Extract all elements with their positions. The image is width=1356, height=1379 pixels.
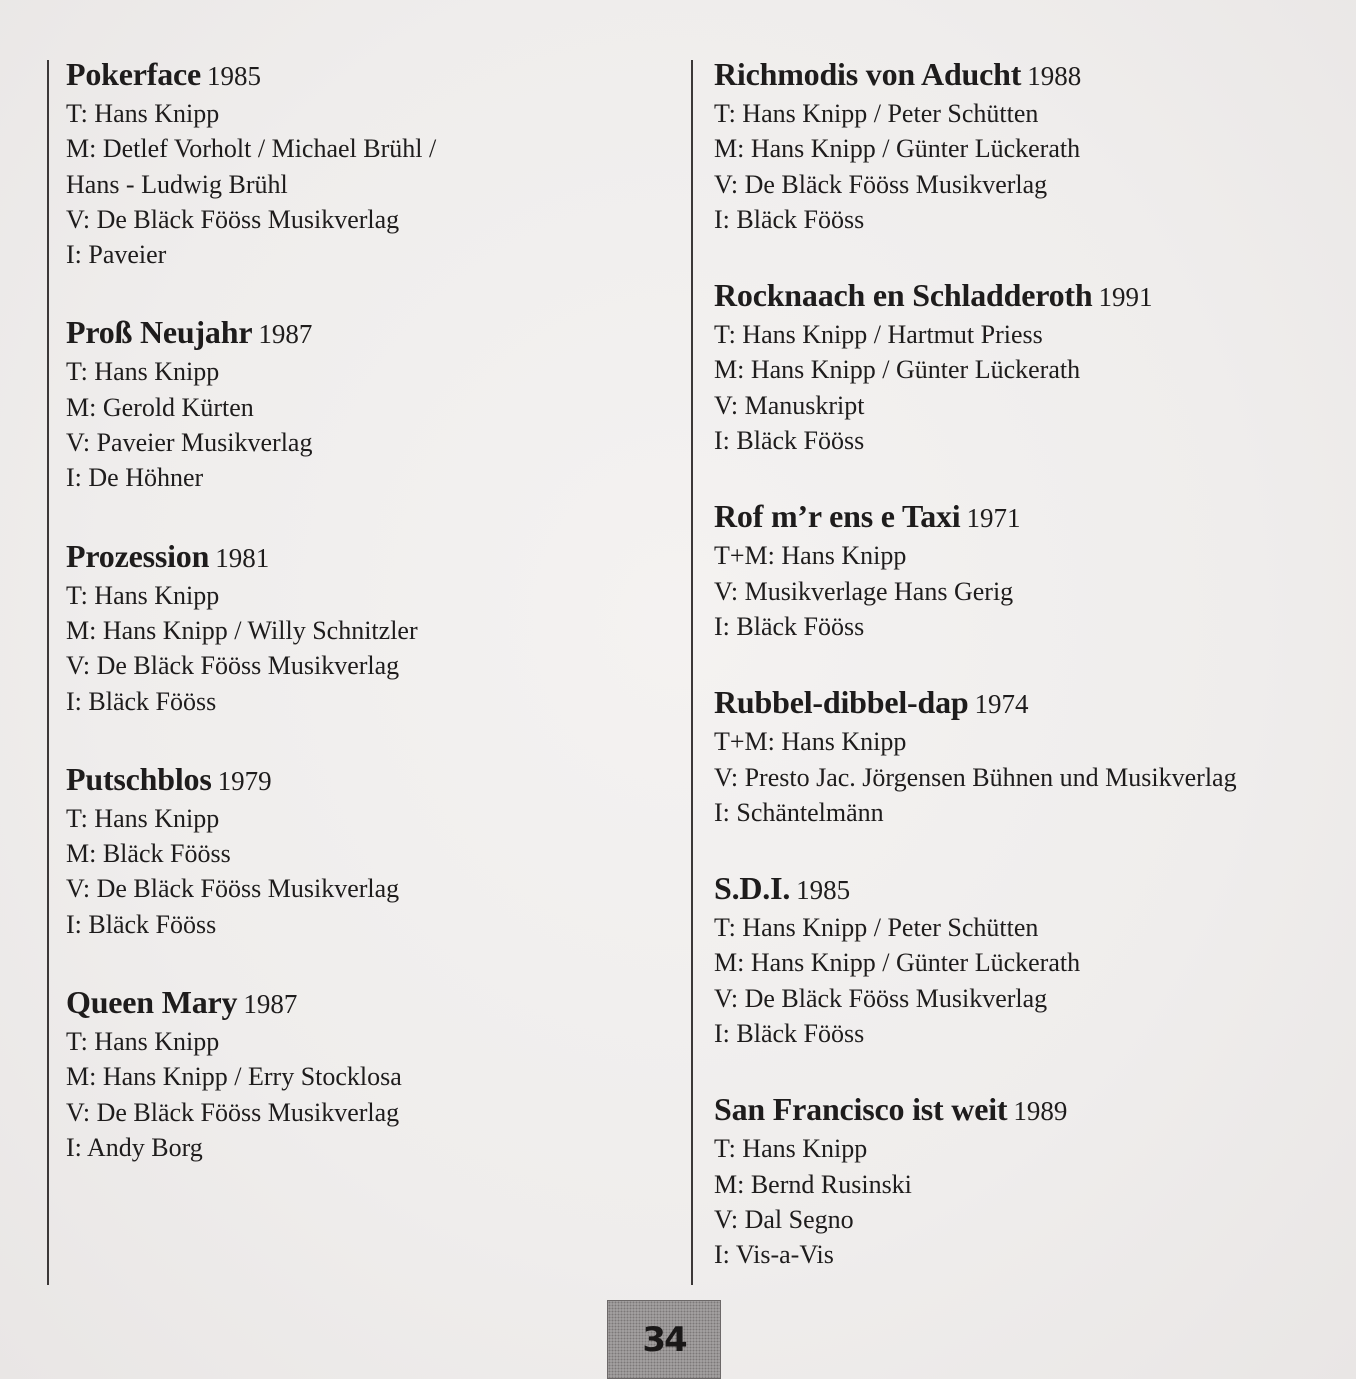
credit-line: T: Hans Knipp: [66, 357, 220, 387]
song-year: 1974: [974, 689, 1029, 720]
song-heading: [66, 310, 666, 354]
song-entry: [714, 680, 1334, 830]
left-column: [66, 52, 666, 1203]
song-heading: [714, 680, 1334, 724]
credit-line: I: Bläck Fööss: [714, 426, 865, 456]
right-column-rule: [691, 60, 693, 1285]
credit-line: T: Hans Knipp / Peter Schütten: [714, 913, 1039, 943]
page-number: 34: [642, 1319, 686, 1360]
song-entry: [66, 52, 666, 272]
song-title: S.D.I.: [714, 870, 791, 907]
credit-line: M: Detlef Vorholt / Michael Brühl /: [66, 134, 437, 164]
right-column: [714, 52, 1334, 1309]
song-heading: [714, 1087, 1334, 1131]
credit-line: V: De Bläck Fööss Musikverlag: [66, 204, 400, 234]
credit-line: M: Hans Knipp / Günter Lückerath: [714, 948, 1081, 978]
credit-line: V: De Bläck Fööss Musikverlag: [714, 169, 1048, 199]
credit-line: T: Hans Knipp / Peter Schütten: [714, 99, 1039, 128]
credit-line: M: Gerold Kürten: [66, 392, 254, 422]
credit-line: T: Hans Knipp: [66, 1027, 220, 1057]
song-heading: [714, 494, 1334, 538]
page-number-box: [607, 1300, 721, 1379]
credit-line: I: Vis-a-Vis: [714, 1240, 834, 1270]
credit-line: I: Bläck Fööss: [714, 204, 865, 234]
song-title: Pokerface: [66, 56, 202, 92]
credit-line: T: Hans Knipp: [66, 99, 220, 128]
song-entry: [714, 494, 1334, 644]
credit-line: I: De Höhner: [66, 463, 204, 493]
credit-line: I: Bläck Fööss: [714, 1019, 865, 1049]
credit-line: T: Hans Knipp / Hartmut Priess: [714, 320, 1043, 350]
song-title: Rof m’r ens e Taxi: [714, 498, 961, 535]
left-column-rule: [47, 60, 49, 1285]
song-year: 1987: [258, 319, 313, 350]
credit-line: M: Hans Knipp / Günter Lückerath: [714, 355, 1081, 385]
credit-line: Hans - Ludwig Brühl: [66, 169, 288, 199]
song-title: Proß Neujahr: [66, 314, 253, 351]
song-entry: [66, 310, 666, 495]
credit-line: M: Hans Knipp / Willy Schnitzler: [66, 615, 418, 645]
song-entry: [714, 273, 1334, 458]
song-year: 1987: [243, 989, 298, 1020]
credit-line: T: Hans Knipp: [66, 580, 220, 610]
song-year: 1985: [796, 875, 851, 906]
song-title: Prozession: [66, 537, 210, 574]
credit-line: I: Bläck Fööss: [66, 909, 217, 939]
song-year: 1971: [966, 503, 1021, 534]
song-heading: [66, 52, 666, 96]
song-title: San Francisco ist weit: [714, 1091, 1008, 1128]
credit-line: I: Andy Borg: [66, 1132, 203, 1162]
song-title: Rocknaach en Schladderoth: [714, 277, 1093, 314]
song-title: Queen Mary: [66, 984, 238, 1021]
credit-line: T+M: Hans Knipp: [714, 541, 907, 571]
song-year: 1981: [215, 542, 270, 573]
credit-line: M: Hans Knipp / Günter Lückerath: [714, 134, 1081, 164]
credit-line: I: Schäntelmänn: [714, 797, 884, 827]
credit-line: M: Bernd Rusinski: [714, 1169, 912, 1199]
song-heading: [66, 757, 666, 801]
song-year: 1979: [217, 765, 272, 796]
credit-line: T: Hans Knipp: [66, 803, 220, 833]
song-entry: [714, 52, 1334, 237]
song-year: 1989: [1013, 1096, 1068, 1127]
song-heading: [66, 534, 666, 578]
credit-line: V: Presto Jac. Jörgensen Bühnen und Musikverlag: [714, 762, 1237, 792]
song-year: 1991: [1098, 282, 1153, 313]
song-entry: [714, 866, 1334, 1051]
song-heading: [66, 980, 666, 1024]
credit-line: V: De Bläck Fööss Musikverlag: [66, 651, 400, 681]
credit-line: V: De Bläck Fööss Musikverlag: [714, 983, 1048, 1013]
credit-line: V: De Bläck Fööss Musikverlag: [66, 1097, 400, 1127]
song-heading: [714, 866, 1334, 910]
song-year: 1988: [1027, 61, 1082, 91]
song-entry: [66, 534, 666, 719]
song-year: 1985: [207, 61, 262, 91]
song-title: Richmodis von Aducht: [714, 56, 1022, 92]
credit-line: I: Paveier: [66, 240, 167, 270]
credit-line: I: Bläck Fööss: [66, 686, 217, 716]
song-entry: [714, 1087, 1334, 1272]
song-heading: [714, 273, 1334, 317]
song-heading: [714, 52, 1334, 96]
song-title: Putschblos: [66, 760, 212, 797]
credit-line: T+M: Hans Knipp: [714, 727, 907, 757]
credit-line: V: Dal Segno: [714, 1204, 854, 1234]
credit-line: V: Musikverlage Hans Gerig: [714, 576, 1014, 606]
credit-line: M: Bläck Fööss: [66, 839, 231, 869]
credit-line: V: Manuskript: [714, 390, 865, 420]
song-title: Rubbel-dibbel-dap: [714, 684, 969, 721]
song-entry: [66, 757, 666, 942]
credit-line: V: Paveier Musikverlag: [66, 428, 313, 458]
song-entry: [66, 980, 666, 1165]
credit-line: T: Hans Knipp: [714, 1134, 868, 1164]
credit-line: I: Bläck Fööss: [714, 611, 865, 641]
credit-line: M: Hans Knipp / Erry Stocklosa: [66, 1062, 402, 1092]
credit-line: V: De Bläck Fööss Musikverlag: [66, 874, 400, 904]
